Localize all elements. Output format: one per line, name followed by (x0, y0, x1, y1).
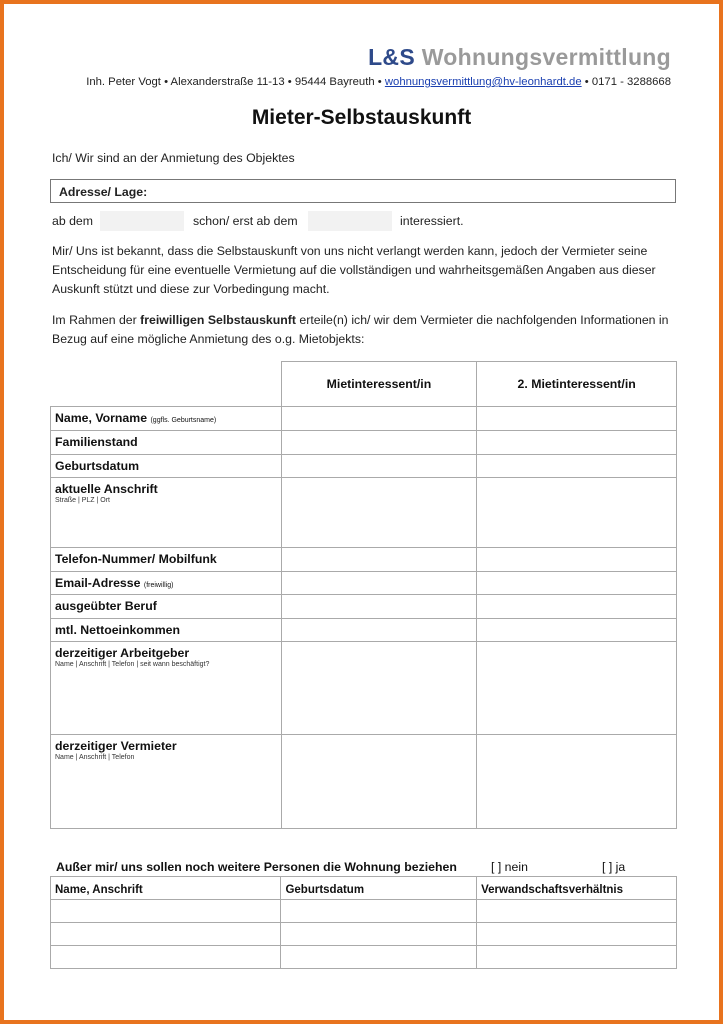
additional-persons-table (50, 876, 677, 969)
from-date-field[interactable] (100, 211, 184, 231)
cell-person-2-dob[interactable] (281, 923, 477, 946)
email-note: (freiwillig) (143, 582, 174, 589)
arbeitgeber-label: derzeitiger Arbeitgeber (55, 646, 190, 660)
cell-person-2-name[interactable] (51, 923, 281, 946)
name-label: Name, Vorname (55, 411, 148, 425)
row-label-geburtsdatum: Geburtsdatum (51, 455, 282, 478)
checkbox-nein[interactable]: [ ] nein (491, 860, 528, 874)
cell-vermieter-1[interactable] (281, 735, 477, 829)
row-label-einkommen: mtl. Nettoeinkommen (51, 619, 282, 642)
cell-beruf-2[interactable] (477, 595, 677, 619)
cell-einkommen-2[interactable] (477, 619, 677, 642)
row-label-anschrift (51, 478, 282, 548)
contact-address: Inh. Peter Vogt • Alexanderstraße 11-13 • 95444 Bayreuth • (86, 76, 382, 88)
cell-name-2[interactable] (477, 407, 677, 431)
additional-persons-question: Außer mir/ uns sollen noch weitere Personen die Wohnung beziehen (56, 860, 457, 874)
cell-person-1-relation[interactable] (477, 900, 677, 923)
email-label: Email-Adresse (55, 576, 141, 590)
table-row (51, 946, 677, 969)
cell-familienstand-1[interactable] (281, 431, 477, 455)
cell-person-3-dob[interactable] (281, 946, 477, 969)
col-header-tenant-1: Mietinteressent/in (281, 362, 477, 407)
disclaimer-paragraph: Mir/ Uns ist bekannt, dass die Selbstauskunft von uns nicht verlangt werden kann, jedoch der Vermieter seine Entscheidung für eine eventuelle Vermietung auf die vollständigen und wahrheitsgemäßen Angaben aus dieser Auskunft stützt und diese zur Vorbedingung macht. (52, 244, 656, 296)
vermieter-note: Name | Anschrift | Telefon (55, 754, 135, 761)
brand-logo (368, 44, 671, 71)
cell-name-1[interactable] (281, 407, 477, 431)
name-note: (ggfls. Geburtsname) (150, 417, 217, 424)
cell-person-2-relation[interactable] (477, 923, 677, 946)
from-date-label: ab dem (52, 214, 94, 228)
table-row (51, 923, 677, 946)
cell-anschrift-1[interactable] (281, 478, 477, 548)
col-header-tenant-2: 2. Mietinteressent/in (477, 362, 677, 407)
col-header-verwandschaft: Verwandschaftsverhältnis (477, 877, 677, 900)
row-label-email (51, 572, 282, 595)
cell-email-1[interactable] (281, 572, 477, 595)
row-label-familienstand: Familienstand (51, 431, 282, 455)
checkbox-ja[interactable]: [ ] ja (602, 860, 626, 874)
cell-person-3-name[interactable] (51, 946, 281, 969)
vermieter-label: derzeitiger Vermieter (55, 739, 177, 753)
cell-person-1-name[interactable] (51, 900, 281, 923)
interest-label: interessiert. (400, 214, 464, 228)
tenant-info-table (50, 361, 677, 829)
intro-text: Ich/ Wir sind an der Anmietung des Objektes (52, 151, 295, 165)
earliest-date-field[interactable] (308, 211, 392, 231)
cell-familienstand-2[interactable] (477, 431, 677, 455)
cell-beruf-1[interactable] (281, 595, 477, 619)
anschrift-note: Straße | PLZ | Ort (55, 497, 110, 504)
cell-email-2[interactable] (477, 572, 677, 595)
cell-geburtsdatum-2[interactable] (477, 455, 677, 478)
address-field[interactable] (50, 179, 676, 203)
cell-vermieter-2[interactable] (477, 735, 677, 829)
info-paragraph-bold: freiwilligen Selbstauskunft (140, 313, 296, 327)
page-title: Mieter-Selbstauskunft (251, 106, 472, 129)
info-paragraph-start: Im Rahmen der (52, 313, 141, 327)
cell-geburtsdatum-1[interactable] (281, 455, 477, 478)
row-label-name (51, 407, 282, 431)
col-header-name-anschrift: Name, Anschrift (51, 877, 281, 900)
col-header-geburtsdatum: Geburtsdatum (281, 877, 477, 900)
cell-anschrift-2[interactable] (477, 478, 677, 548)
address-label: Adresse/ Lage: (59, 185, 148, 199)
info-paragraph (52, 311, 682, 349)
cell-einkommen-1[interactable] (281, 619, 477, 642)
row-label-vermieter (51, 735, 282, 829)
cell-person-1-dob[interactable] (281, 900, 477, 923)
table-row (51, 900, 677, 923)
cell-telefon-2[interactable] (477, 548, 677, 572)
anschrift-label: aktuelle Anschrift (55, 482, 158, 496)
row-label-beruf: ausgeübter Beruf (51, 595, 282, 619)
row-label-telefon: Telefon-Nummer/ Mobilfunk (51, 548, 282, 572)
cell-arbeitgeber-1[interactable] (281, 642, 477, 735)
arbeitgeber-note: Name | Anschrift | Telefon | seit wann beschäftigt? (55, 661, 210, 668)
contact-line (86, 76, 671, 88)
contact-email-link[interactable]: wohnungsvermittlung@hv-leonhardt.de (384, 76, 582, 88)
table-corner (51, 362, 282, 407)
cell-arbeitgeber-2[interactable] (477, 642, 677, 735)
brand-initials: L&S (368, 44, 415, 70)
brand-name: Wohnungsvermittlung (421, 44, 671, 70)
row-label-arbeitgeber (51, 642, 282, 735)
contact-phone: • 0171 - 3288668 (584, 76, 671, 88)
info-paragraph-end: erteile(n) ich/ wir dem Vermieter die nachfolgenden Informationen in Bezug auf eine mögliche Anmietung des o.g. Mietobjekts: (52, 313, 669, 346)
cell-telefon-1[interactable] (281, 548, 477, 572)
cell-person-3-relation[interactable] (477, 946, 677, 969)
earliest-date-label: schon/ erst ab dem (193, 214, 298, 228)
date-row (52, 211, 682, 231)
